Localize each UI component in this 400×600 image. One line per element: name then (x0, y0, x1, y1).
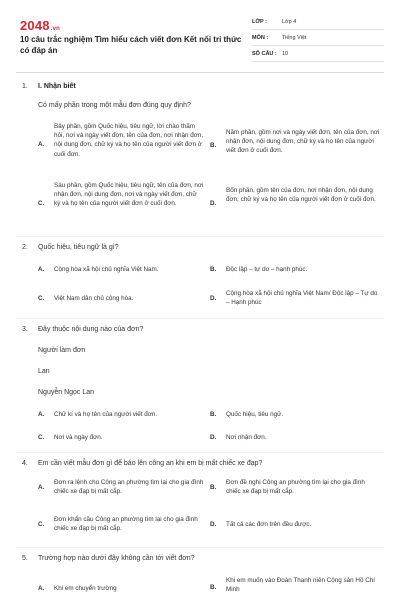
meta-value: 10 (282, 50, 289, 57)
option-letter: C. (38, 434, 45, 441)
option-letter: D. (210, 521, 217, 528)
option-letter: A. (38, 484, 45, 491)
option-letter: C. (38, 200, 45, 207)
section-number: 1. (22, 83, 28, 90)
option-2d[interactable] (210, 289, 380, 309)
option-letter: B. (210, 411, 217, 418)
option-letter: A. (38, 141, 45, 148)
question-separator (16, 547, 384, 548)
quote-line: Nguyễn Ngọc Lan (38, 389, 95, 396)
option-text: Khi em chuyển trường (54, 585, 117, 592)
meta-row-subject (252, 30, 384, 46)
option-text: Tất cả các đơn trên đều được. (226, 521, 312, 528)
option-letter: D. (210, 434, 217, 441)
question-text: Đây thuộc nội dung nào của đơn? (38, 326, 144, 333)
question-1-text: Có mấy phần trong một mẫu đơn đúng quy định? (38, 102, 191, 109)
option-5b[interactable] (210, 576, 380, 596)
question-separator (16, 452, 384, 453)
meta-key: LỚP : (252, 18, 267, 25)
meta-value: Tiếng Việt (282, 34, 307, 41)
option-text: Nơi và ngày đơn. (54, 434, 103, 441)
option-letter: C. (38, 521, 45, 528)
option-text: Độc lập – tự do – hạnh phúc. (226, 266, 308, 273)
question-text: Trường hợp nào dưới đây không cần tới viết đơn? (38, 555, 195, 562)
section-title: I. Nhận biết (38, 83, 76, 90)
option-text: Nơi nhận đơn. (226, 434, 267, 441)
option-2a[interactable] (38, 265, 208, 275)
option-3a[interactable] (38, 410, 208, 420)
option-4c[interactable] (38, 515, 208, 535)
meta-key: SỐ CÂU : (252, 50, 277, 57)
option-text: Cộng hòa xã hội chủ nghĩa Việt Nam/ Độc lập – Tự do – Hạnh phúc (226, 290, 378, 307)
quote-line: Người làm đơn (38, 347, 86, 354)
header-divider (16, 72, 384, 73)
option-letter: B. (210, 266, 217, 273)
option-letter: D. (210, 200, 217, 207)
option-text: Việt Nam dân chủ cộng hòa. (54, 295, 134, 302)
question-text: Em cần viết mẫu đơn gì để báo lên công an khi em bị mất chiếc xe đạp? (38, 460, 263, 467)
option-text: Khi em muốn vào Đoàn Thanh niên Cộng sản Hồ Chí Minh (226, 577, 376, 594)
meta-row-grade (252, 14, 384, 30)
option-letter: A. (38, 411, 45, 418)
option-text: Cộng hòa xã hội chủ nghĩa Việt Nam. (54, 266, 159, 273)
option-5a[interactable] (38, 584, 208, 594)
question-number: 5. (22, 555, 28, 562)
option-text: Bảy phần, gồm Quốc hiệu, tiêu ngữ, lời chào thăm hỏi, nơi và ngày viết đơn, tên của đơn, nơi nhận đơn, nội dung đơn, chữ ký và họ tên của người viết đơn ở cuối đơn. (54, 123, 204, 158)
meta-key: MÔN : (252, 34, 269, 41)
option-text: Năm phần, gồm nơi và ngày viết đơn, tên của đơn, nơi nhận đơn, nội dung đơn, chữ ký và họ tên của người viết đơn ở cuối đơn. (226, 129, 380, 155)
question-separator (16, 318, 384, 319)
question-number: 2. (22, 244, 28, 251)
logo: 2048.vn (20, 18, 61, 33)
option-text: Sáu phần, gồm Quốc hiệu, tiêu ngữ, tên của đơn, nơi nhận đơn, nội dung đơn, nơi và ngày viết đơn, chữ ký và họ tên của người viết đơn ở cuối đơn. (54, 182, 204, 208)
option-3b[interactable] (210, 410, 380, 420)
option-3d[interactable] (210, 433, 380, 443)
option-text: Đơn ra lệnh cho Công an phường tìm lại cho gia đình chiếc xe đạp bị mất cắp. (54, 479, 204, 496)
option-letter: B. (210, 484, 217, 491)
option-1c[interactable] (38, 181, 208, 227)
option-letter: A. (38, 266, 45, 273)
option-4a[interactable] (38, 478, 208, 498)
option-3c[interactable] (38, 433, 208, 443)
option-letter: B. (210, 142, 217, 149)
option-text: Quốc hiệu, tiêu ngữ. (226, 411, 284, 418)
meta-row-count (252, 46, 384, 62)
meta-info-box (252, 14, 384, 62)
question-text (38, 101, 398, 111)
page-title: 10 câu trắc nghiệm Tìm hiểu cách viết đơn Kết nối tri thức có đáp án (20, 35, 242, 55)
option-text: Bốn phần, gồm tên của đơn, nơi nhận đơn, nội dung đơn, chữ ký và họ tên của người viết đơn ở cuối đơn. (226, 187, 376, 204)
option-letter: B. (210, 584, 217, 591)
option-4b[interactable] (210, 478, 380, 498)
logo-suffix: .vn (50, 26, 61, 32)
question-text: Quốc hiệu, tiêu ngữ là gì? (38, 244, 119, 251)
option-1d[interactable] (210, 186, 380, 222)
option-letter: A. (38, 585, 45, 592)
option-text: Chữ kí và họ tên của người viết đơn. (54, 411, 158, 418)
meta-value: Lớp 4 (282, 18, 297, 25)
option-letter: C. (38, 295, 45, 302)
option-1b[interactable] (210, 128, 380, 168)
option-2b[interactable] (210, 265, 380, 275)
question-number: 3. (22, 326, 28, 333)
quote-line: Lan (38, 368, 50, 375)
question-separator (16, 236, 384, 237)
option-1a[interactable] (38, 122, 208, 168)
option-letter: D. (210, 295, 217, 302)
option-4d[interactable] (210, 520, 380, 530)
option-text: Đơn khẩn cầu Công an phường tìm lại cho gia đình chiếc xe đạp bị mất cắp. (54, 516, 198, 533)
option-2c[interactable] (38, 294, 208, 304)
option-text: Đơn đề nghị Công an phường tìm lại cho gia đình chiếc xe đạp bị mất cắp. (226, 479, 365, 496)
question-number: 4. (22, 460, 28, 467)
